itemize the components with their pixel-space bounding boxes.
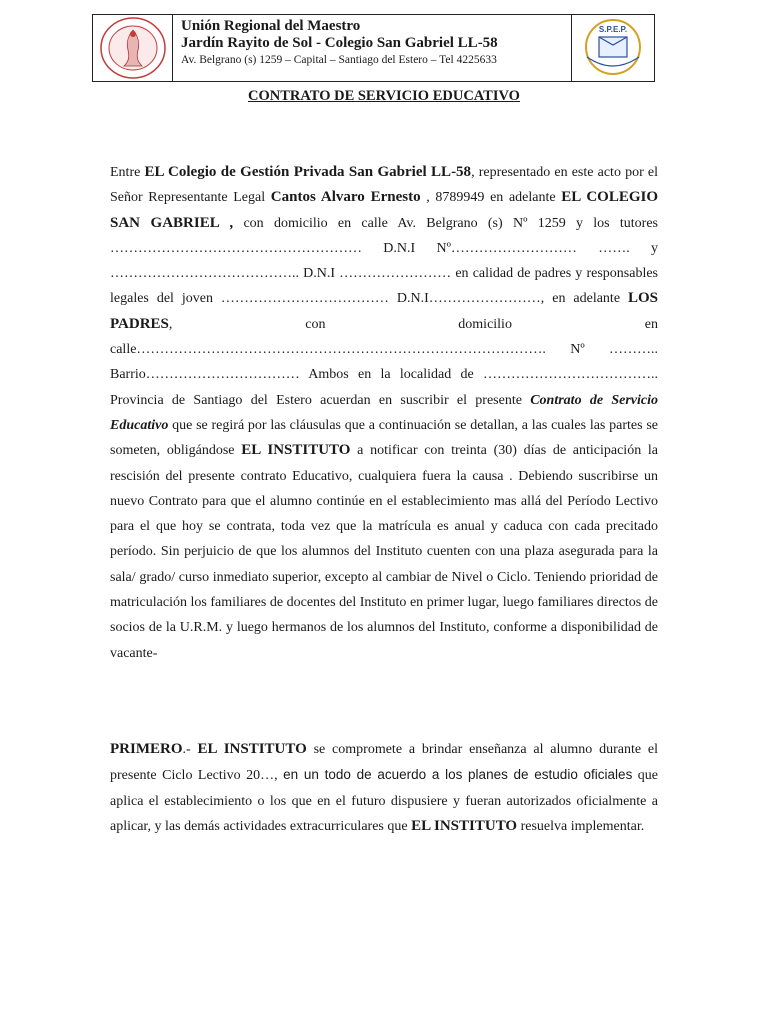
- text-run: en un todo de acuerdo a los planes de estudio oficiales: [283, 767, 633, 783]
- text-run: con domicilio en calle Av. Belgrano (s) Nº 1259 y los tutores ……………………………………………… D.N.I Nº……………………… ……. y ………………………………….. D.N.I …………………… en calidad de padres y responsables legales del joven ……………………………… D.N.I……………………, en adelante: [110, 215, 658, 307]
- text-run: .-: [182, 742, 198, 757]
- bold-run: EL COLEGIO SAN GABRIEL ,: [110, 189, 658, 231]
- document-title: CONTRATO DE SERVICIO EDUCATIVO: [248, 88, 520, 104]
- text-run: , con domicilio en calle……………………………………………………………………………. Nº ……….. Barrio…………………………… Ambos en la localidad de ……………………………….. Provincia de Santiago del Estero acuerdan en suscribir el presente: [110, 316, 658, 408]
- letterhead-text: [173, 15, 572, 81]
- spep-logo: [577, 17, 649, 79]
- spep-logo-text: S.P.E.P.: [598, 25, 628, 34]
- text-run: Entre: [110, 165, 145, 180]
- paragraph-intro: [110, 160, 658, 666]
- text-run: a notificar con treinta (30) días de anticipación la rescisión del presente contrato Educativo, cualquiera fuera la causa . Debiendo suscribirse un nuevo Contrato para que el alumno continúe en el establecimiento mas allá del Período Lectivo para el que hoy se contrata, toda vez que la matrícula es anual y caduca con cada precitado período. Sin perjuicio de que los alumnos del Instituto cuenten con una plaza asegurada para la sala/ grado/ curso inmediato superior, excepto al cambiar de Nivel o Ciclo. Teniendo prioridad de matriculación los familiares de docentes del Instituto en primer lugar, luego familiares directos de socios de la U.R.M. y luego hermanos de los alumnos del Instituto, conforme a disponibilidad de vacante-: [110, 443, 658, 661]
- text-run: , representado en este acto por el Señor Representante Legal: [110, 165, 658, 206]
- bold-run: EL INSTITUTO: [241, 442, 351, 459]
- bold-run: Cantos Alvaro Ernesto: [270, 189, 421, 206]
- bold-run: EL Colegio de Gestión Privada San Gabriel LL-58: [144, 164, 472, 180]
- italic-run: Contrato de Servicio Educativo: [110, 392, 658, 433]
- text-run: que aplica el establecimiento o los que en el futuro dispusiere y fueran autorizados oficialmente a aplicar, y las demás actividades extracurriculares que: [110, 768, 659, 834]
- school-address: Av. Belgrano (s) 1259 – Capital – Santiago del Estero – Tel 4225633: [181, 54, 497, 66]
- clause-primero: [110, 737, 658, 839]
- bold-run: EL INSTITUTO: [411, 817, 518, 834]
- union-name: Unión Regional del Maestro: [181, 18, 361, 34]
- text-run: resuelva implementar.: [517, 818, 645, 834]
- text-run: se compromete a brindar enseñanza al alumno durante el presente Ciclo Lectivo 20…,: [110, 742, 658, 784]
- left-logo-cell: [93, 15, 173, 81]
- bold-run: EL INSTITUTO: [197, 741, 307, 757]
- school-seal-logo: [98, 16, 168, 80]
- text-run: , 8789949 en adelante: [420, 190, 562, 206]
- bold-run: PRIMERO: [110, 741, 183, 757]
- bold-run: LOS PADRES: [110, 290, 658, 332]
- letterhead: [92, 14, 655, 82]
- right-logo-cell: [572, 15, 654, 81]
- school-name: Jardín Rayito de Sol - Colegio San Gabriel LL-58: [181, 35, 498, 51]
- text-run: que se regirá por las cláusulas que a continuación se detallan, a las cuales las partes se someten, obligándose: [110, 417, 658, 459]
